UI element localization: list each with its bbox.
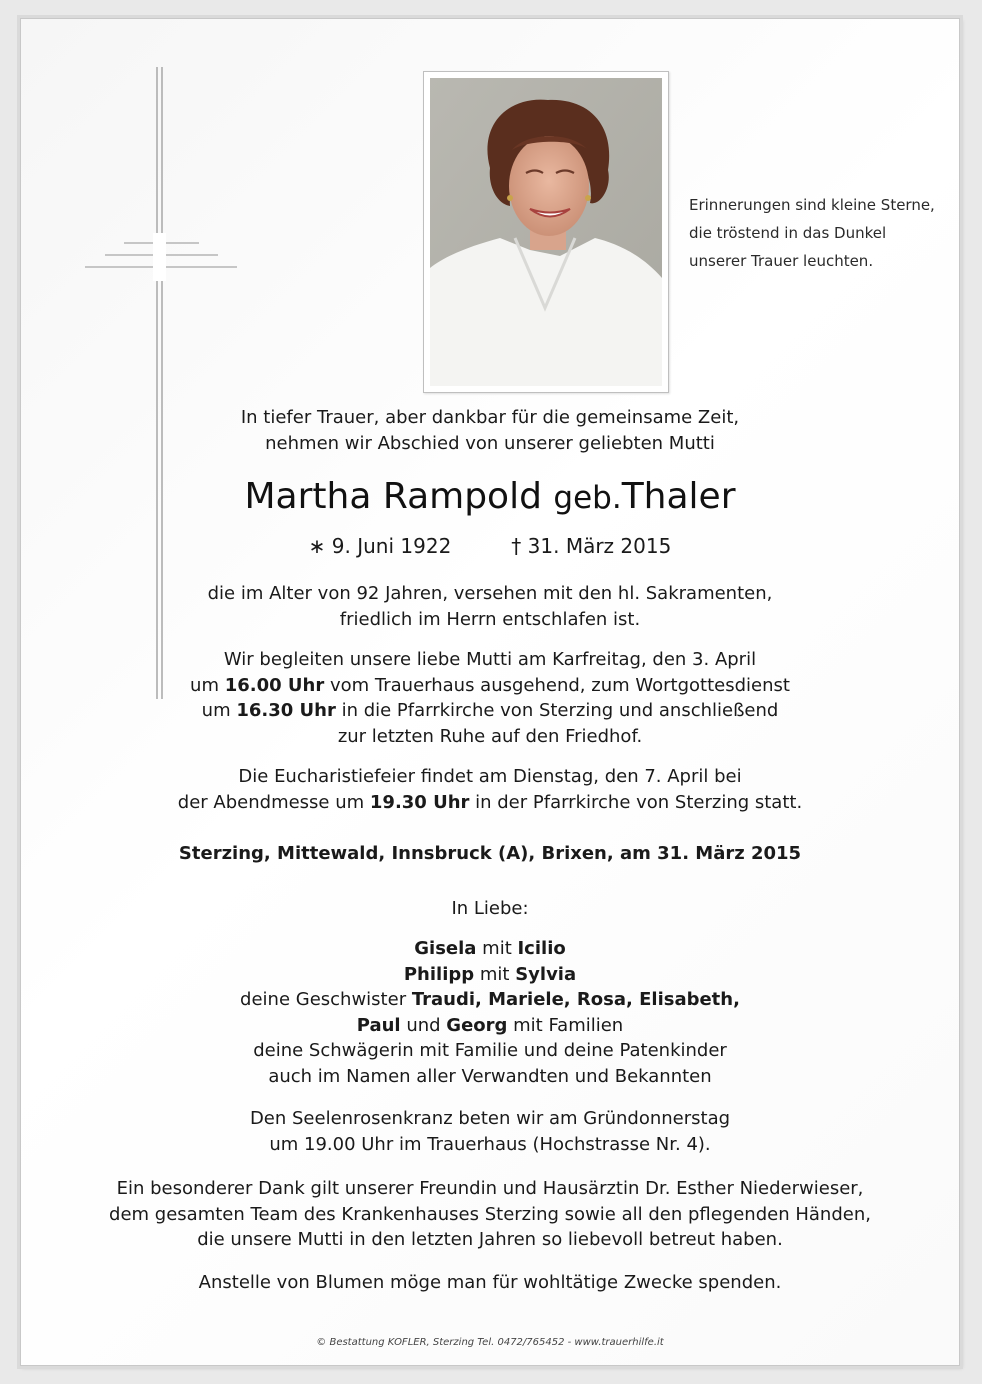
death-notice-card	[20, 18, 960, 1366]
portrait-frame	[423, 71, 669, 393]
maiden-name: Thaler	[621, 476, 736, 517]
mass-text	[21, 764, 959, 816]
rosary-text	[21, 1106, 959, 1158]
place-date: Sterzing, Mittewald, Innsbruck (A), Brixen, am 31. März 2015	[178, 843, 802, 864]
intro-text	[21, 405, 959, 457]
funeral-text	[21, 647, 959, 749]
funeral-time: 16.00 Uhr	[224, 674, 325, 696]
funeral-line: zur letzten Ruhe auf den Friedhof.	[337, 725, 643, 747]
mass-line: der Abendmesse um 19.30 Uhr in der Pfarrkirche von Sterzing statt.	[177, 792, 803, 813]
family-line: Philipp mit Sylvia	[403, 963, 577, 985]
quote-line: unserer Trauer leuchten.	[689, 252, 874, 270]
thanks-text	[21, 1176, 959, 1253]
family-line: deine Geschwister Traudi, Mariele, Rosa, Elisabeth,	[240, 989, 740, 1011]
intro-line: nehmen wir Abschied von unserer geliebten Mutti	[265, 433, 715, 454]
family-line: Gisela mit Icilio	[414, 938, 566, 959]
thanks-line: die unsere Mutti in den letzten Jahren so liebevoll betreut haben.	[197, 1229, 783, 1250]
mass-line: Die Eucharistiefeier findet am Dienstag, den 7. April bei	[238, 766, 742, 787]
family-list	[21, 936, 959, 1090]
full-name: Martha Rampold	[244, 476, 542, 517]
funeral-line: Wir begleiten unsere liebe Mutti am Karfreitag, den 3. April	[223, 649, 757, 670]
flowers-text: Anstelle von Blumen möge man für wohltätige Zwecke spenden.	[198, 1272, 782, 1293]
rosary-line: Den Seelenrosenkranz beten wir am Gründonnerstag	[249, 1108, 731, 1129]
in-love-label: In Liebe:	[451, 898, 529, 919]
thanks-line: Ein besonderer Dank gilt unserer Freundin und Hausärztin Dr. Esther Niederwieser,	[116, 1178, 864, 1199]
family-line: auch im Namen aller Verwandten und Bekannten	[268, 1065, 712, 1087]
deceased-name	[21, 473, 959, 522]
portrait-photo	[430, 78, 662, 386]
family-line: Paul und Georg mit Familien	[356, 1014, 624, 1036]
rosary-line: um 19.00 Uhr im Trauerhaus (Hochstrasse Nr. 4).	[269, 1134, 711, 1155]
funeral-line: um 16.30 Uhr in die Pfarrkirche von Sterzing und anschließend	[201, 700, 779, 721]
footer-credit: © Bestattung KOFLER, Sterzing Tel. 0472/765452 - www.trauerhilfe.it	[316, 1337, 664, 1348]
mass-time: 19.30 Uhr	[369, 792, 470, 813]
funeral-line: um 16.00 Uhr vom Trauerhaus ausgehend, zum Wortgottesdienst	[190, 674, 790, 696]
memorial-quote	[689, 191, 949, 275]
church-time: 16.30 Uhr	[236, 700, 336, 721]
age-line: die im Alter von 92 Jahren, versehen mit den hl. Sakramenten,	[207, 583, 773, 604]
quote-line: die tröstend in das Dunkel	[689, 224, 887, 242]
thanks-line: dem gesamten Team des Krankenhauses Sterzing sowie all den pflegenden Händen,	[109, 1203, 871, 1225]
age-line: friedlich im Herrn entschlafen ist.	[339, 609, 641, 630]
intro-line: In tiefer Trauer, aber dankbar für die gemeinsame Zeit,	[240, 407, 740, 428]
quote-line: Erinnerungen sind kleine Sterne,	[689, 196, 935, 214]
geb-label: geb.	[553, 480, 622, 516]
family-line: deine Schwägerin mit Familie und deine Patenkinder	[253, 1040, 727, 1062]
death-date: † 31. März 2015	[511, 534, 672, 558]
age-text	[21, 581, 959, 633]
birth-date: ∗ 9. Juni 1922	[308, 534, 452, 558]
life-dates	[21, 531, 959, 561]
